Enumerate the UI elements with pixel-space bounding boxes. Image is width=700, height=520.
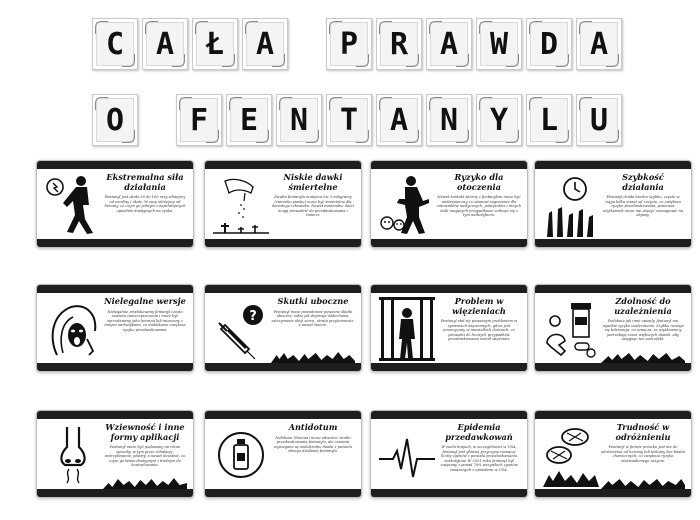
running-man-lightning-icon [43,171,103,239]
title-line-2 [0,94,700,150]
card-text [601,173,685,235]
title-letter: P [326,18,372,70]
clock-hands-icon [541,171,601,239]
title-letter: F [176,94,222,146]
card-title: Ryzyko dla otoczenia [454,172,504,192]
title-letter: R [376,18,422,70]
card-bottom-bar [205,489,361,497]
card-bottom-bar [535,489,691,497]
card-body: Fentanyl stał się poważnym problemem w systemach więziennych, gdzie jest przemycany w niewielkich ilościach, co prowadzi do licznych przypadków przedawkowania wśród więźniów. [440,319,518,342]
screaming-face-icon [43,295,103,363]
card-body: Fentanyl może być podawany na różne sposoby, w tym przez inhalację, wstrzykiwanie, plastry, a nawet doustnie, co czyni go łatwo dostępnym i trudnym do kontrolowania. [104,445,186,468]
card-top-bar [37,161,193,169]
pills-icon [541,421,601,489]
card-top-bar [371,161,527,169]
card-top-bar [205,411,361,419]
card-difficulty-distinguishing [534,410,692,498]
title-letter: N [426,94,472,146]
card-speed-of-action [534,160,692,248]
naloxone-bottle-icon [211,421,271,489]
title-letter: N [276,94,322,146]
title-letter: A [426,18,472,70]
title-letter: A [576,18,622,70]
card-body: Podobnie jak inne opioidy, fentanyl ma wysokie ryzyko uzależnienia. Szybko rozwija się tolerancja, co oznacza, że użytkownicy potrzebują coraz większych dawek, aby osiągnąć ten sam efekt. [602,319,684,342]
prison-bars-icon [377,295,437,363]
card-bottom-bar [371,363,527,371]
title-line-1 [0,18,700,74]
title-letter: D [526,18,572,70]
hands-silhouette-icon [601,475,685,489]
card-addiction-capacity [534,284,692,372]
title-letter: W [476,18,522,70]
card-top-bar [37,411,193,419]
card-side-effects [204,284,362,372]
card-environment-risk [370,160,528,248]
title-letter: T [326,94,372,146]
title-letter: E [226,94,272,146]
card-low-lethal-doses [204,160,362,248]
card-body: Fentanyl może powodować poważne skutki uboczne, takie jak depresja oddechowa, zatrzymanie akcji serca, utrata przytomności, a nawet śmierć. [271,309,355,328]
svg-text:?: ? [249,309,257,324]
card-text [271,173,355,235]
card-body: Nawet kontakt skórny z fentanylem może być niebezpieczny, co stanowi zagrożenie dla ratowników medycznych, policjantów i innych osób mogących przypadkowo zetknąć się z tym narkotykiem. [437,195,521,218]
card-text [271,423,355,485]
heartbeat-line-icon [377,421,437,489]
card-title: Niskie dawki śmiertelne [283,172,343,192]
card-title: Nielegalne wersje [104,296,186,306]
card-top-bar [37,285,193,293]
card-top-bar [371,285,527,293]
card-title: Wziewność i inne formy aplikacji [105,422,185,442]
card-antidote [204,410,362,498]
card-body: Nalokson (Narcan) może odwrócić skutki przedawkowania fentanylu, ale czasami wymagane są wielokrotne dawki z powodu silnego działania fentanylu. [274,435,352,454]
card-body: Dawka fentanylu mniejsza niż 2 miligramy (ziarenko piasku) może być śmiertelna dla dorosłego człowieka. Nawet minimalne ilości mogą prowadzić do przedawkowania i śmierci. [271,195,355,218]
card-title: Szybkość działania [622,172,664,192]
card-text [437,173,521,235]
card-extreme-potency [36,160,194,248]
card-overdose-epidemic [370,410,528,498]
card-bottom-bar [535,239,691,247]
card-title: Trudność w odróżnieniu [615,422,671,442]
card-text [437,297,521,359]
card-bottom-bar [37,489,193,497]
title-letter: A [242,18,288,70]
card-text [103,297,187,359]
card-body: Nielegalnie produkowany fentanyl często zawiera zanieczyszczenia i może być sprzedawany jako heroina lub mieszany z innymi narkotykami, co dodatkowo zwiększa ryzyko przedawkowania. [104,309,186,332]
card-bottom-bar [37,363,193,371]
title-letter: U [576,94,622,146]
hands-silhouette-icon [103,475,187,489]
card-body: Fentanyl działa bardzo szybko, często w ciągu kilku minut od zażycia, co zwiększa ryzyko przedawkowania, ponieważ użytkownik może nie zdążyć zareagować na objawy. [602,195,684,218]
card-title: Ekstremalna siła działania [106,172,184,192]
card-bottom-bar [37,239,193,247]
card-bottom-bar [371,239,527,247]
hands-silhouette-icon [601,349,685,363]
card-bottom-bar [535,363,691,371]
card-top-bar [205,161,361,169]
card-illegal-versions [36,284,194,372]
card-top-bar [371,411,527,419]
card-title: Problem w więzieniach [452,296,506,316]
hands-silhouette-icon [271,349,355,363]
title-letter: C [92,18,138,70]
card-title: Zdolność do uzależnienia [614,296,672,316]
title-letter: L [526,94,572,146]
card-inhalation-forms [36,410,194,498]
card-bottom-bar [205,363,361,371]
card-body: Fentanyl w formie proszku jest nie do odróżnienia od heroiny lub kokainy bez badań chemicznych, co zwiększa ryzyko nieświadomego zażycia. [601,445,686,463]
card-body: W wielu krajach, w szczególności w USA, fentanyl jest główną przyczyną rosnącej liczby zgonów z powodu przedawkowania narkotyków. W 2021 roku fentanyl był związany z ponad 70% wszystkich zgonów związanych z opioidami w USA. [440,445,518,472]
card-prison-problem [370,284,528,372]
card-bottom-bar [371,489,527,497]
card-bottom-bar [205,239,361,247]
title-letter: O [92,94,138,146]
card-top-bar [535,411,691,419]
title-letter: A [376,94,422,146]
card-title: Skutki uboczne [277,296,349,306]
card-top-bar [205,285,361,293]
hand-pouring-powder-icon [211,171,271,239]
card-text [103,173,187,235]
syringe-question-icon [211,295,271,363]
nose-icon [43,421,103,489]
title-letter: Ł [192,18,238,70]
card-top-bar [535,161,691,169]
card-text [437,423,521,485]
card-top-bar [535,285,691,293]
card-title: Epidemia przedawkowań [445,422,513,442]
zombie-walker-icon [377,171,437,239]
pill-bottle-person-icon [541,295,601,363]
card-title: Antidotum [288,422,338,432]
title-letter: A [142,18,188,70]
card-body: Fentanyl jest około 50 do 100 razy silniejszy od morfiny i około 50 razy silniejszy od heroiny, co czyni go jednym z najsilniejszych opioidów dostępnych na rynku. [104,195,186,213]
title-letter: Y [476,94,522,146]
